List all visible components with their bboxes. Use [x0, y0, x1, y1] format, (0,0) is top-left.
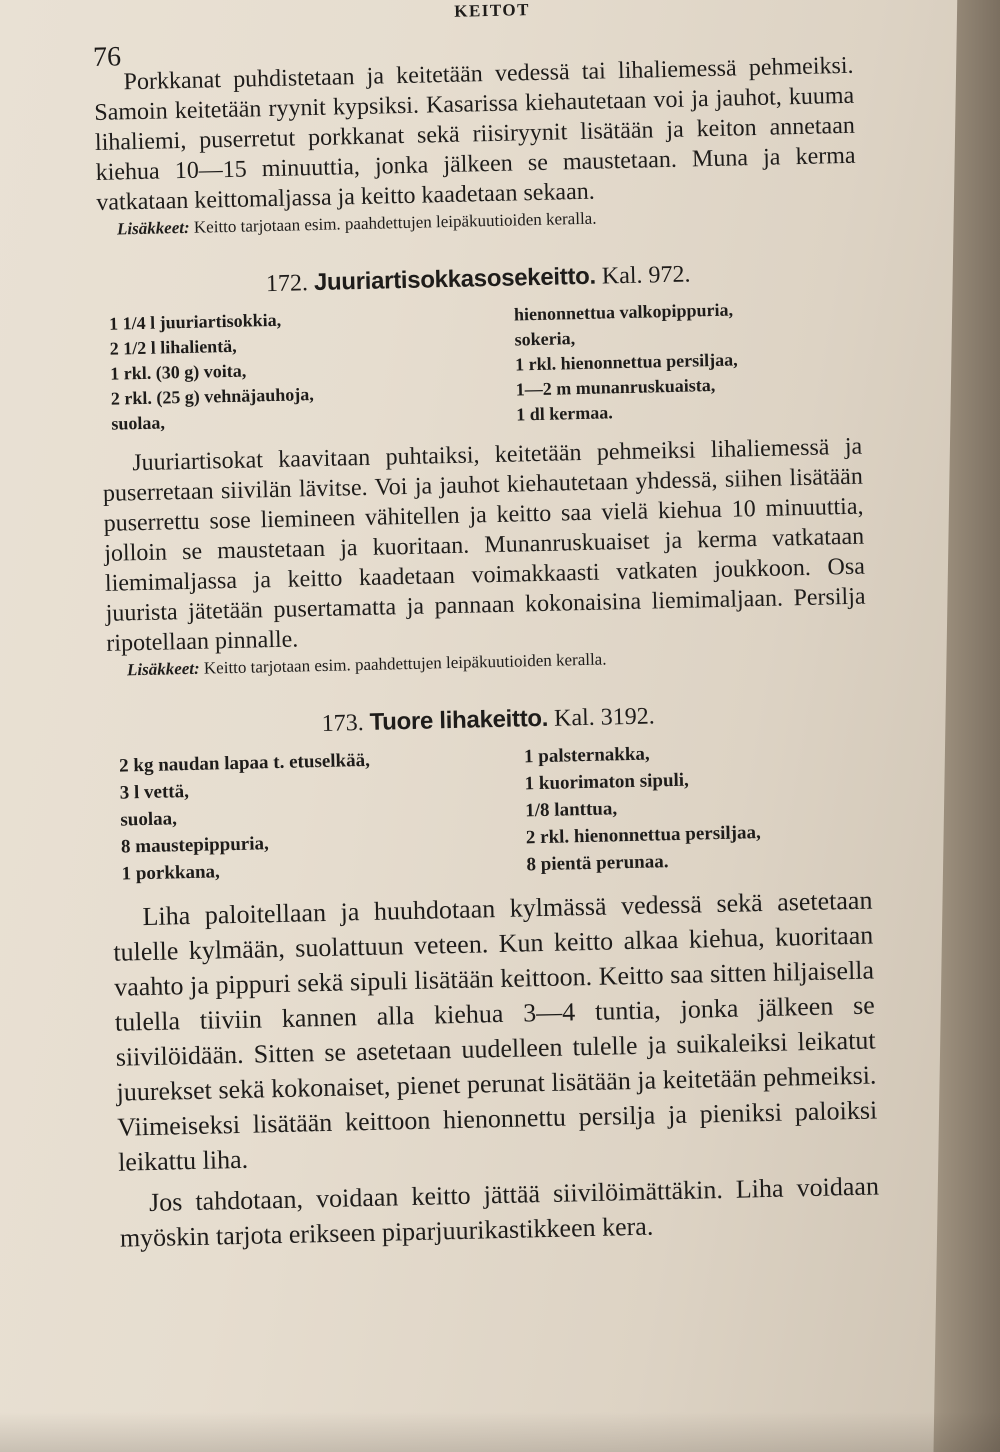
- ingredient-item: 8 maustepippuria,: [120, 833, 270, 858]
- addon-label: Lisäkkeet:: [126, 658, 200, 680]
- addon-text: Keitto tarjotaan esim. paahdettujen leipäkuutioiden keralla.: [193, 208, 597, 237]
- ingredient-item: 1 dl kermaa.: [516, 402, 613, 425]
- page-edge-shadow: [905, 0, 1000, 1452]
- page-number: 76: [92, 41, 122, 73]
- ingredient-item: 1 porkkana,: [121, 861, 221, 885]
- addon-label: Lisäkkeet:: [116, 217, 190, 239]
- ingredient-item: 2 1/2 l lihalientä,: [109, 335, 237, 359]
- ingredients-left-column: [109, 304, 457, 437]
- ingredient-item: 1—2 m munanruskuaista,: [515, 374, 716, 400]
- page-bottom-shadow: [0, 1412, 1000, 1452]
- ingredient-item: 8 pientä perunaa.: [526, 851, 669, 876]
- recipe-173-method: Liha paloitellaan ja huuhdotaan kylmässä vedessä sekä asetetaan tulelle kylmään, suolattuun veteen. Kun keitto alkaa kiehua, kuoritaan vaahto ja pippuri sekä sipuli lisätään keittoon. Keitto saa sitten hiljaisella tulella tiiviin kannen alla kiehua 3—4 tuntia, jonka jälkeen se siivilöidään. Sitten se asetetaan uudelleen tulelle ja suikaleiksi leikatut juurekset sekä kokonaiset, pienet perunat lisätään ja keitetään pehmeiksi. Viimeiseksi lisätään keittoon hienonnettu persilja ja pieniksi paloiksi leikattu liha.: [113, 885, 878, 1177]
- ingredient-item: 1/8 lanttua,: [525, 798, 618, 822]
- ingredient-item: 2 rkl. (25 g) vehnäjauhoja,: [110, 384, 315, 409]
- ingredients-left-column: [119, 745, 467, 888]
- ingredient-item: 2 rkl. hienonnettua persiljaa,: [525, 822, 761, 849]
- recipe-kcal: Kal. 3192.: [553, 703, 656, 732]
- ingredient-item: 1 rkl. hienonnettua persiljaa,: [514, 349, 738, 375]
- recipe-name: Juuriartisokkasosekeitto.: [313, 262, 597, 297]
- addon-text: Keitto tarjotaan esim. paahdettujen leipäkuutioiden keralla.: [203, 649, 607, 678]
- recipe-173-note: Jos tahdotaan, voidaan keitto jättää siivilöimättäkin. Liha voidaan myöskin tarjota erikseen piparjuurikastikkeen kera.: [119, 1171, 880, 1253]
- page-content: [92, 0, 880, 1256]
- ingredients-right-column: [514, 295, 862, 428]
- ingredient-item: 1 1/4 l juuriartisokkia,: [108, 309, 282, 334]
- recipe-173-title: [108, 698, 868, 743]
- recipe-172-ingredients: [109, 295, 862, 437]
- recipe-172-title: [98, 257, 858, 302]
- recipe-173-section: [108, 698, 880, 1256]
- intro-paragraph: Porkkanat puhdistetaan ja keitetään vedessä tai lihaliemessä pehmeiksi. Samoin keitetään ryynit kypsiksi. Kasarissa kiehautetaan voi ja jauhot, kuuma lihaliemi, puserretut porkkanat sekä riisiryynit lisätään ja keiton annetaan kiehua 10—15 minuuttia, jonka jälkeen se maustetaan. Muna ja kerma vatkataan keittomaljassa ja keitto kaadetaan sekaan.: [94, 52, 856, 216]
- ingredient-item: hienonnettua valkopippuria,: [513, 299, 734, 325]
- ingredient-item: sokeria,: [514, 328, 576, 350]
- ingredient-item: 1 kuorimaton sipuli,: [524, 769, 690, 795]
- ingredient-item: 2 kg naudan lapaa t. etuselkää,: [118, 749, 371, 777]
- recipe-kcal: Kal. 972.: [601, 261, 691, 290]
- recipe-number: 172.: [265, 270, 309, 298]
- ingredient-item: suolaa,: [111, 412, 166, 434]
- running-head: KEITOT: [454, 0, 531, 21]
- recipe-172-method: Juuriartisokat kaavitaan puhtaiksi, keitetään pehmeiksi lihaliemessä ja puserretaan siivilän lävitse. Voi ja jauhot kiehautetaan yhdessä, siihen lisätään puserrettu sose liemineen vähitellen ja keitto saa vielä kiehua 10 minuuttia, jolloin se maustetaan ja kuoritaan. Munanruskuaiset ja kerma vatkataan liemimaljassa ja keitto kaadetaan voimakkaasti vatkaten joukkoon. Osa juurista jätetään pusertamatta ja pannaan kokonaisina liemimaljaan. Persilja ripotellaan pinnalle.: [102, 433, 866, 657]
- ingredient-item: 1 rkl. (30 g) voita,: [110, 360, 247, 384]
- recipe-number: 173.: [321, 710, 364, 737]
- ingredient-item: 3 l vettä,: [119, 781, 190, 804]
- ingredient-item: 1 palsternakka,: [523, 743, 650, 768]
- ingredient-item: suolaa,: [120, 808, 178, 831]
- recipe-name: Tuore lihakeitto.: [369, 704, 549, 736]
- ingredients-right-column: [524, 736, 872, 879]
- recipe-173-ingredients: [119, 736, 872, 888]
